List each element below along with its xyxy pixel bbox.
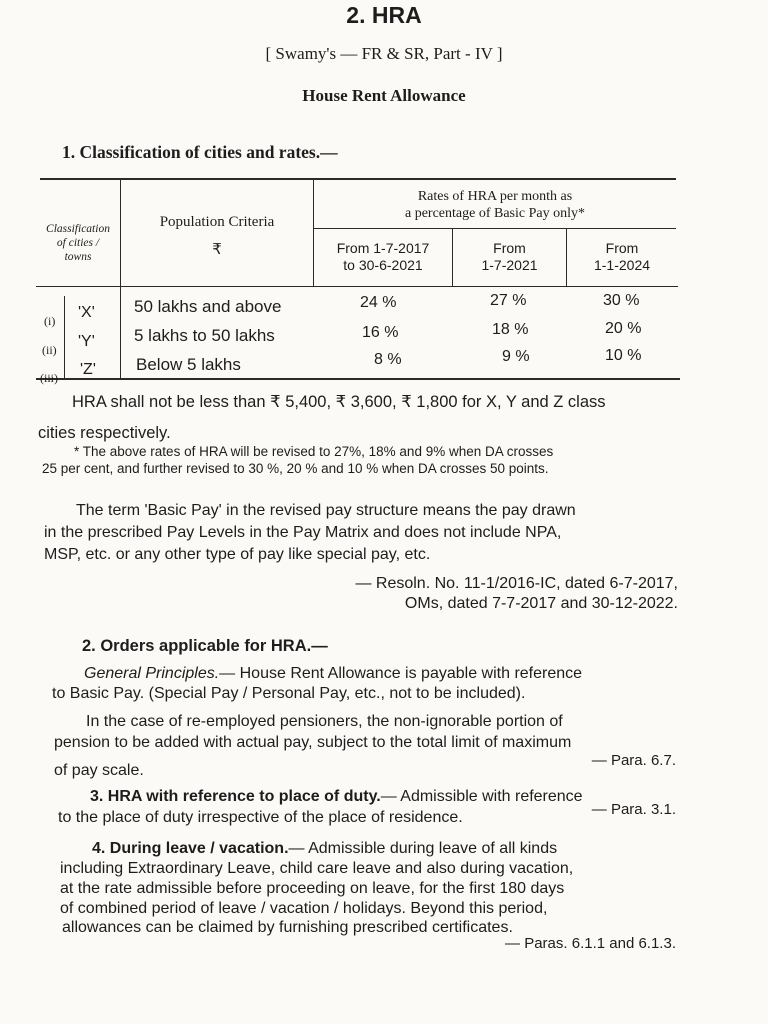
section-heading-classification: 1. Classification of cities and rates.—	[62, 142, 338, 162]
header-classification-line: towns	[64, 251, 92, 263]
row-criteria: 5 lakhs to 50 lakhs	[134, 326, 275, 345]
row-number: (i)	[44, 314, 56, 328]
leave-citation: — Paras. 6.1.1 and 6.1.3.	[505, 935, 676, 952]
basic-pay-line-3: MSP, etc. or any other type of pay like special pay, etc.	[44, 546, 431, 563]
header-classification-line: of cities /	[56, 237, 100, 249]
resolution-citation-2: OMs, dated 7-7-2017 and 30-12-2022.	[404, 595, 678, 612]
table-col-divider	[120, 178, 121, 378]
leave-line-3: at the rate admissible before proceeding on leave, for the first 180 days	[60, 880, 565, 897]
header-rates-line: Rates of HRA per month as	[417, 189, 573, 204]
place-of-duty-citation: — Para. 3.1.	[591, 801, 676, 818]
header-population-unit: ₹	[212, 242, 222, 258]
page-subtitle: House Rent Allowance	[302, 86, 466, 105]
row-criteria: Below 5 lakhs	[136, 355, 241, 374]
header-period-line: 1-7-2021	[481, 257, 538, 273]
reemployed-line-1: In the case of re-employed pensioners, the non-ignorable portion of	[86, 713, 563, 730]
table-top-rule	[40, 178, 676, 180]
table-num-divider	[64, 296, 65, 378]
row-rate: 20 %	[605, 320, 642, 337]
leave-label: 4. During leave / vacation.	[92, 840, 289, 857]
reference-line: [ Swamy's — FR & SR, Part - IV ]	[265, 44, 503, 63]
header-period-line: to 30-6-2021	[343, 257, 423, 273]
resolution-citation-1: — Resoln. No. 11-1/2016-IC, dated 6-7-2017,	[355, 575, 678, 592]
basic-pay-line-2: in the prescribed Pay Levels in the Pay Matrix and does not include NPA,	[44, 524, 562, 541]
header-period-3	[567, 240, 677, 274]
footnote-line-2: 25 per cent, and further revised to 30 %, 20 % and 10 % when DA crosses 50 points.	[42, 461, 549, 476]
header-population: Population Criteria	[159, 214, 275, 230]
row-number: (ii)	[42, 343, 57, 357]
footnote-line-1: * The above rates of HRA will be revised to 27%, 18% and 9% when DA crosses	[74, 444, 554, 459]
row-class: 'Z'	[80, 361, 96, 378]
leave-text: — Admissible during leave of all kinds	[288, 840, 558, 857]
leave-line-4: of combined period of leave / vacation / holidays. Beyond this period,	[60, 900, 548, 917]
row-rate: 27 %	[490, 292, 527, 309]
row-class: 'X'	[78, 304, 95, 321]
row-rate: 16 %	[362, 324, 399, 341]
place-of-duty-line-2: to the place of duty irrespective of the place of residence.	[58, 809, 463, 826]
general-principles-text: — House Rent Allowance is payable with reference	[219, 665, 583, 682]
leave-line-1	[92, 839, 557, 859]
min-hra-line-1: HRA shall not be less than ₹ 5,400, ₹ 3,600, ₹ 1,800 for X, Y and Z class	[72, 393, 606, 411]
row-number: (iii)	[40, 371, 58, 385]
leave-line-2: including Extraordinary Leave, child care leave and also during vacation,	[60, 860, 574, 877]
header-period-line: From 1-7-2017	[336, 240, 430, 256]
header-period-2	[453, 240, 566, 274]
place-of-duty-label: 3. HRA with reference to place of duty.	[90, 788, 381, 805]
chapter-title: 2. HRA	[346, 2, 422, 28]
row-rate: 30 %	[603, 292, 640, 309]
header-classification	[36, 222, 120, 264]
header-classification-line: Classification	[46, 223, 110, 235]
row-rate: 18 %	[492, 321, 529, 338]
reemployed-line-3: of pay scale.	[54, 762, 144, 779]
header-rates	[314, 188, 676, 222]
row-rate: 10 %	[605, 347, 642, 364]
reemployed-citation: — Para. 6.7.	[591, 752, 676, 769]
basic-pay-line-1: The term 'Basic Pay' in the revised pay structure means the pay drawn	[76, 502, 576, 519]
general-principles-line-2: to Basic Pay. (Special Pay / Personal Pay, etc., not to be included).	[52, 685, 526, 702]
general-principles-line-1	[84, 664, 582, 684]
row-rate: 8 %	[374, 351, 402, 368]
header-period-line: From	[605, 240, 639, 256]
table-bottom-rule	[36, 378, 680, 380]
row-class: 'Y'	[78, 333, 95, 350]
header-period-line: From	[493, 240, 526, 256]
general-principles-label: General Principles.	[84, 665, 220, 682]
header-rates-line: a percentage of Basic Pay only*	[405, 206, 585, 221]
min-hra-line-2: cities respectively.	[38, 424, 171, 442]
header-period-1	[314, 240, 452, 274]
table-header-divider	[314, 228, 676, 229]
leave-line-5: allowances can be claimed by furnishing prescribed certificates.	[62, 919, 513, 936]
header-period-line: 1-1-2024	[593, 257, 651, 273]
row-criteria: 50 lakhs and above	[134, 297, 282, 316]
place-of-duty-text: — Admissible with reference	[380, 788, 583, 805]
row-rate: 9 %	[502, 348, 530, 365]
table-header-rule	[36, 286, 678, 287]
section-heading-orders: 2. Orders applicable for HRA.—	[82, 637, 328, 655]
reemployed-line-2: pension to be added with actual pay, subject to the total limit of maximum	[54, 734, 572, 751]
row-rate: 24 %	[360, 294, 397, 311]
